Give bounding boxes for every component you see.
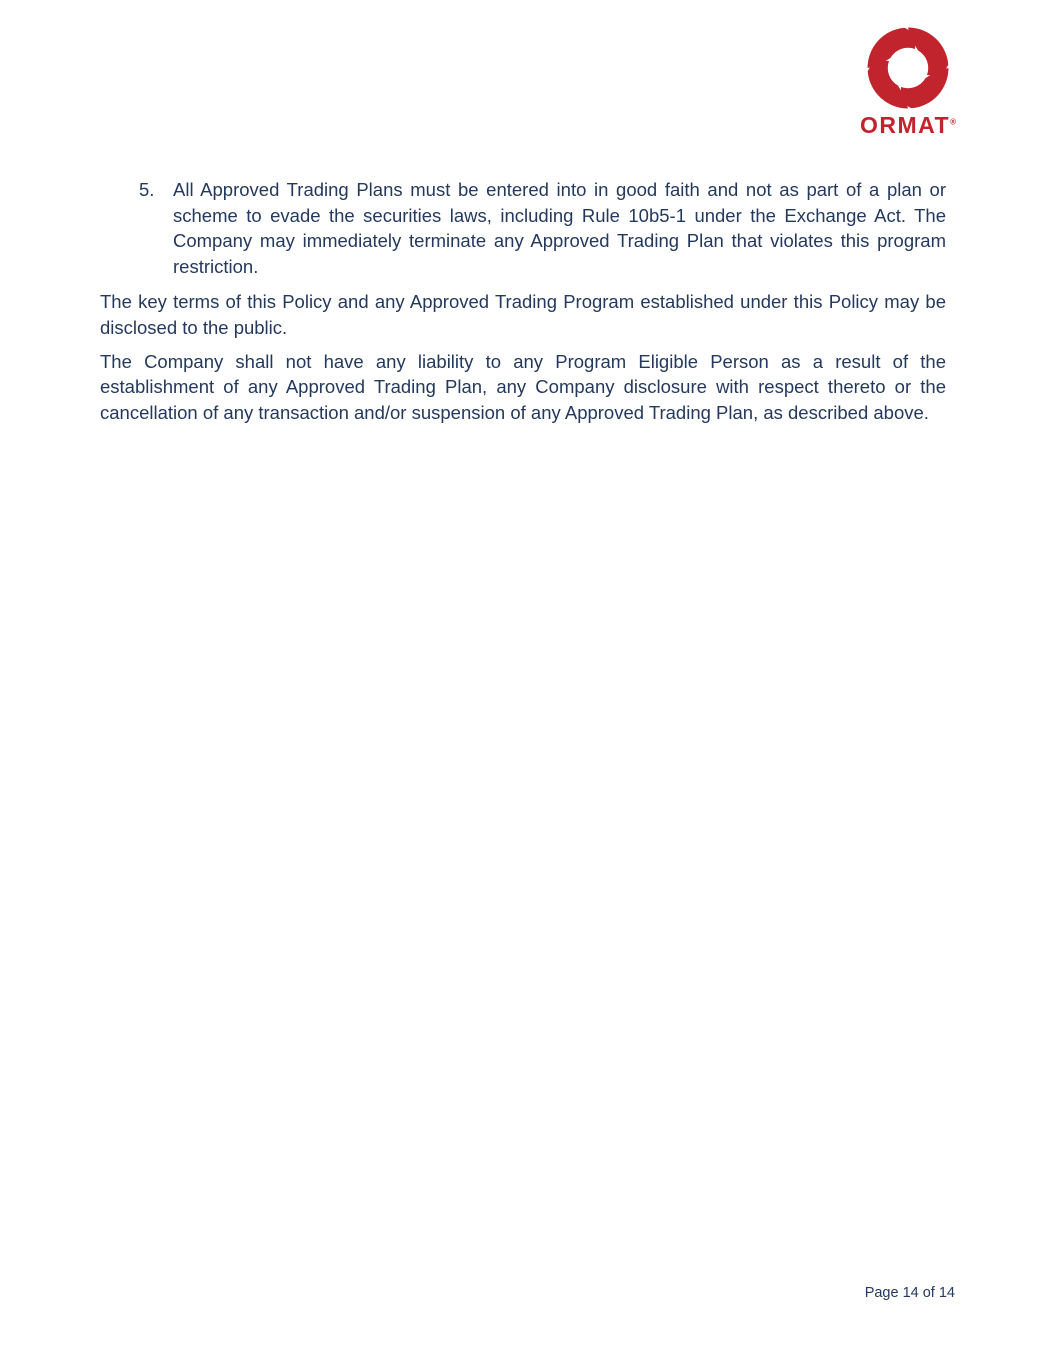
page-number-label: Page 14 of 14 (864, 1285, 955, 1301)
document-body (100, 177, 946, 426)
ormat-logo (860, 24, 956, 137)
ormat-wordmark (860, 114, 956, 137)
numbered-item-5 (100, 177, 946, 280)
item-text: All Approved Trading Plans must be entered into in good faith and not as part of a plan or scheme to evade the securities laws, including Rule 10b5-1 under the Exchange Act. The Company may immediately terminate any Approved Trading Plan that violates this program restriction. (173, 179, 946, 278)
ormat-shutter-icon (864, 24, 952, 112)
item-number: 5. (139, 179, 155, 200)
paragraph-key-terms: The key terms of this Policy and any Approved Trading Program established under this Policy may be disclosed to the public. (100, 290, 946, 338)
paragraph-liability: The Company shall not have any liability to any Program Eligible Person as a result of the establishment of any Approved Trading Plan, any Company disclosure with respect thereto or the cancellation of any transaction and/or suspension of any Approved Trading Plan, as described above. (100, 350, 946, 424)
ormat-brand-text: ORMAT (859, 112, 951, 138)
trademark-symbol: ® (950, 117, 957, 127)
